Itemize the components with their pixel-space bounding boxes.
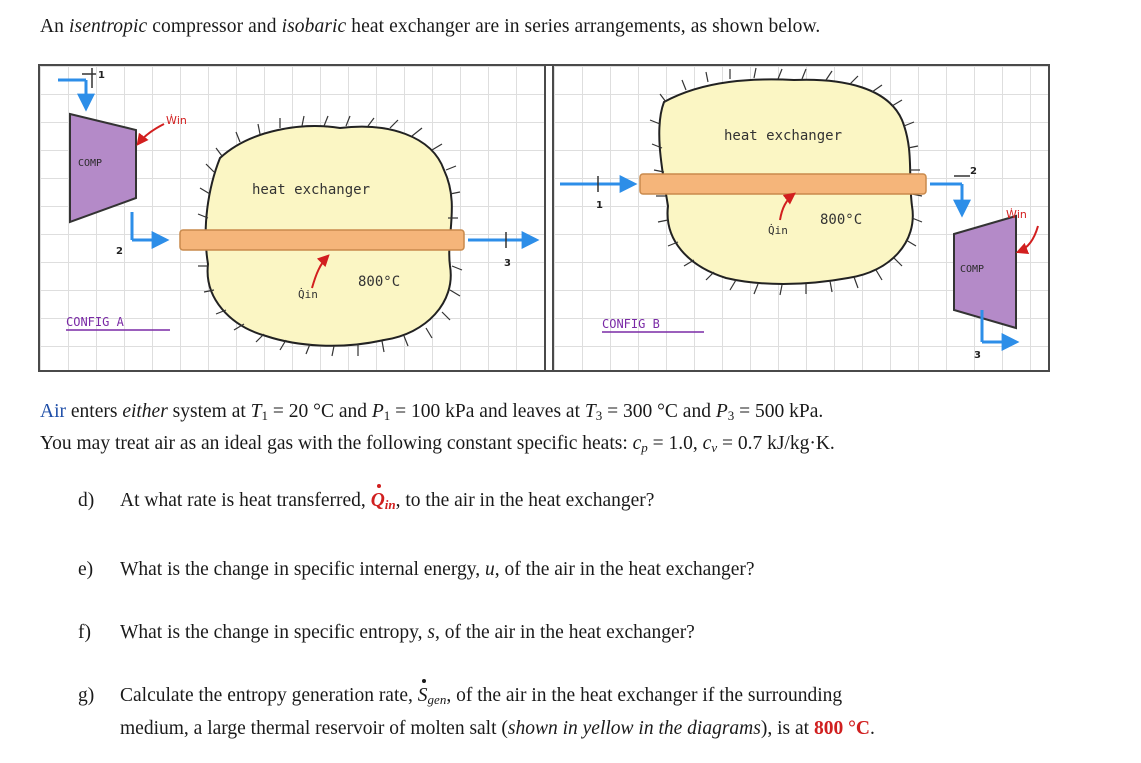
intro-prefix: An [40, 16, 70, 37]
question-text: , of the air in the heat exchanger? [494, 559, 755, 580]
intro-suffix: heat exchanger are in series arrangements, as shown below. [346, 16, 821, 37]
var-P1: P [371, 401, 384, 422]
config-b-temp-label: 800°C [820, 212, 863, 228]
question-text: medium, a large thermal reservoir of molten salt ( [120, 718, 508, 739]
var-T1: T [250, 401, 262, 422]
question-f [78, 618, 695, 647]
question-g-line-2 [78, 714, 875, 743]
var-cp: c [632, 433, 642, 454]
question-text: What is the change in specific entropy, [120, 622, 428, 643]
config-a-caption: CONFIG A [66, 315, 124, 329]
question-text: Calculate the entropy generation rate, [120, 685, 418, 706]
config-a-state-2: 2 [116, 246, 123, 257]
given-text: = 0.7 kJ/kg·K. [717, 433, 835, 454]
question-italic-text: shown in yellow in the diagrams [507, 718, 761, 739]
config-b-heat-label: Q̇in [768, 224, 788, 237]
intro-term-isobaric: isobaric [281, 16, 347, 37]
sub-3: 3 [595, 408, 603, 423]
config-a-comp-label: COMP [78, 158, 103, 169]
config-b-work-label: Ẇin [1006, 208, 1027, 221]
config-a-hx-label: heat exchanger [252, 182, 371, 198]
given-conditions [40, 398, 835, 462]
config-a-state-1: 1 [98, 70, 105, 81]
sub-v: v [711, 440, 718, 455]
config-b-caption: CONFIG B [602, 317, 660, 331]
config-a-diagram [40, 66, 546, 370]
config-a-work-label: Ẇin [166, 114, 187, 127]
sub-1: 1 [383, 408, 391, 423]
given-text: = 500 kPa. [734, 401, 824, 422]
intro-mid: compressor and [147, 16, 282, 37]
sub-in: in [384, 497, 396, 512]
var-T3: T [584, 401, 596, 422]
question-label: d) [78, 490, 95, 511]
config-b-diagram [554, 66, 1048, 370]
question-text: What is the change in specific internal energy, [120, 559, 485, 580]
given-line-2 [40, 430, 835, 462]
question-text: . [869, 718, 875, 739]
intro-term-isentropic: isentropic [69, 16, 148, 37]
diagram-figure [38, 64, 1050, 372]
question-text: At what rate is heat transferred, [120, 490, 371, 511]
symbol-Q-dot: Q [371, 486, 385, 515]
config-a-pipe [180, 230, 464, 250]
config-b-comp-label: COMP [960, 264, 985, 275]
question-e [78, 555, 755, 584]
given-text: You may treat air as an ideal gas with the following constant specific heats: [40, 433, 633, 454]
question-text: ), is at [760, 718, 814, 739]
question-text: , of the air in the heat exchanger? [434, 622, 695, 643]
sub-gen: gen [427, 692, 447, 707]
given-text: enters [66, 401, 123, 422]
config-a-work-arrow [138, 124, 164, 144]
sub-3: 3 [727, 408, 735, 423]
config-b-panel [552, 66, 1048, 370]
question-label: e) [78, 559, 94, 580]
intro-text [40, 16, 820, 38]
air-word: Air [40, 401, 66, 422]
question-g [78, 681, 875, 743]
reservoir-temperature: 800 °C [813, 718, 870, 739]
given-text: = 300 °C and [602, 401, 716, 422]
question-label: f) [78, 622, 91, 643]
question-text: , to the air in the heat exchanger? [395, 490, 655, 511]
config-b-state-3: 3 [974, 350, 981, 361]
given-text: = 1.0, [647, 433, 703, 454]
var-cv: c [702, 433, 712, 454]
question-label: g) [78, 685, 95, 706]
config-b-pipe [640, 174, 926, 194]
given-text: = 100 kPa and leaves at [390, 401, 585, 422]
config-a-state-3: 3 [504, 258, 511, 269]
symbol-S-dot: S [418, 681, 428, 710]
given-text: system at [167, 401, 251, 422]
config-b-state-2: 2 [970, 166, 977, 177]
config-a-heat-label: Q̇in [298, 288, 318, 301]
either-word: either [122, 401, 168, 422]
config-a-temp-label: 800°C [358, 274, 401, 290]
symbol-u: u [484, 559, 495, 580]
sub-p: p [641, 440, 648, 455]
given-text: = 20 °C and [268, 401, 372, 422]
config-b-hx-label: heat exchanger [724, 128, 843, 144]
config-b-work-arrow [1018, 226, 1038, 252]
question-text: , of the air in the heat exchanger if the surrounding [446, 685, 843, 706]
config-a-inlet-flow [58, 68, 96, 108]
config-b-state-1: 1 [596, 200, 603, 211]
var-P3: P [715, 401, 728, 422]
question-d [78, 486, 654, 519]
sub-1: 1 [261, 408, 269, 423]
symbol-s: s [427, 622, 435, 643]
config-a-panel [40, 66, 546, 370]
given-line-1 [40, 398, 835, 430]
